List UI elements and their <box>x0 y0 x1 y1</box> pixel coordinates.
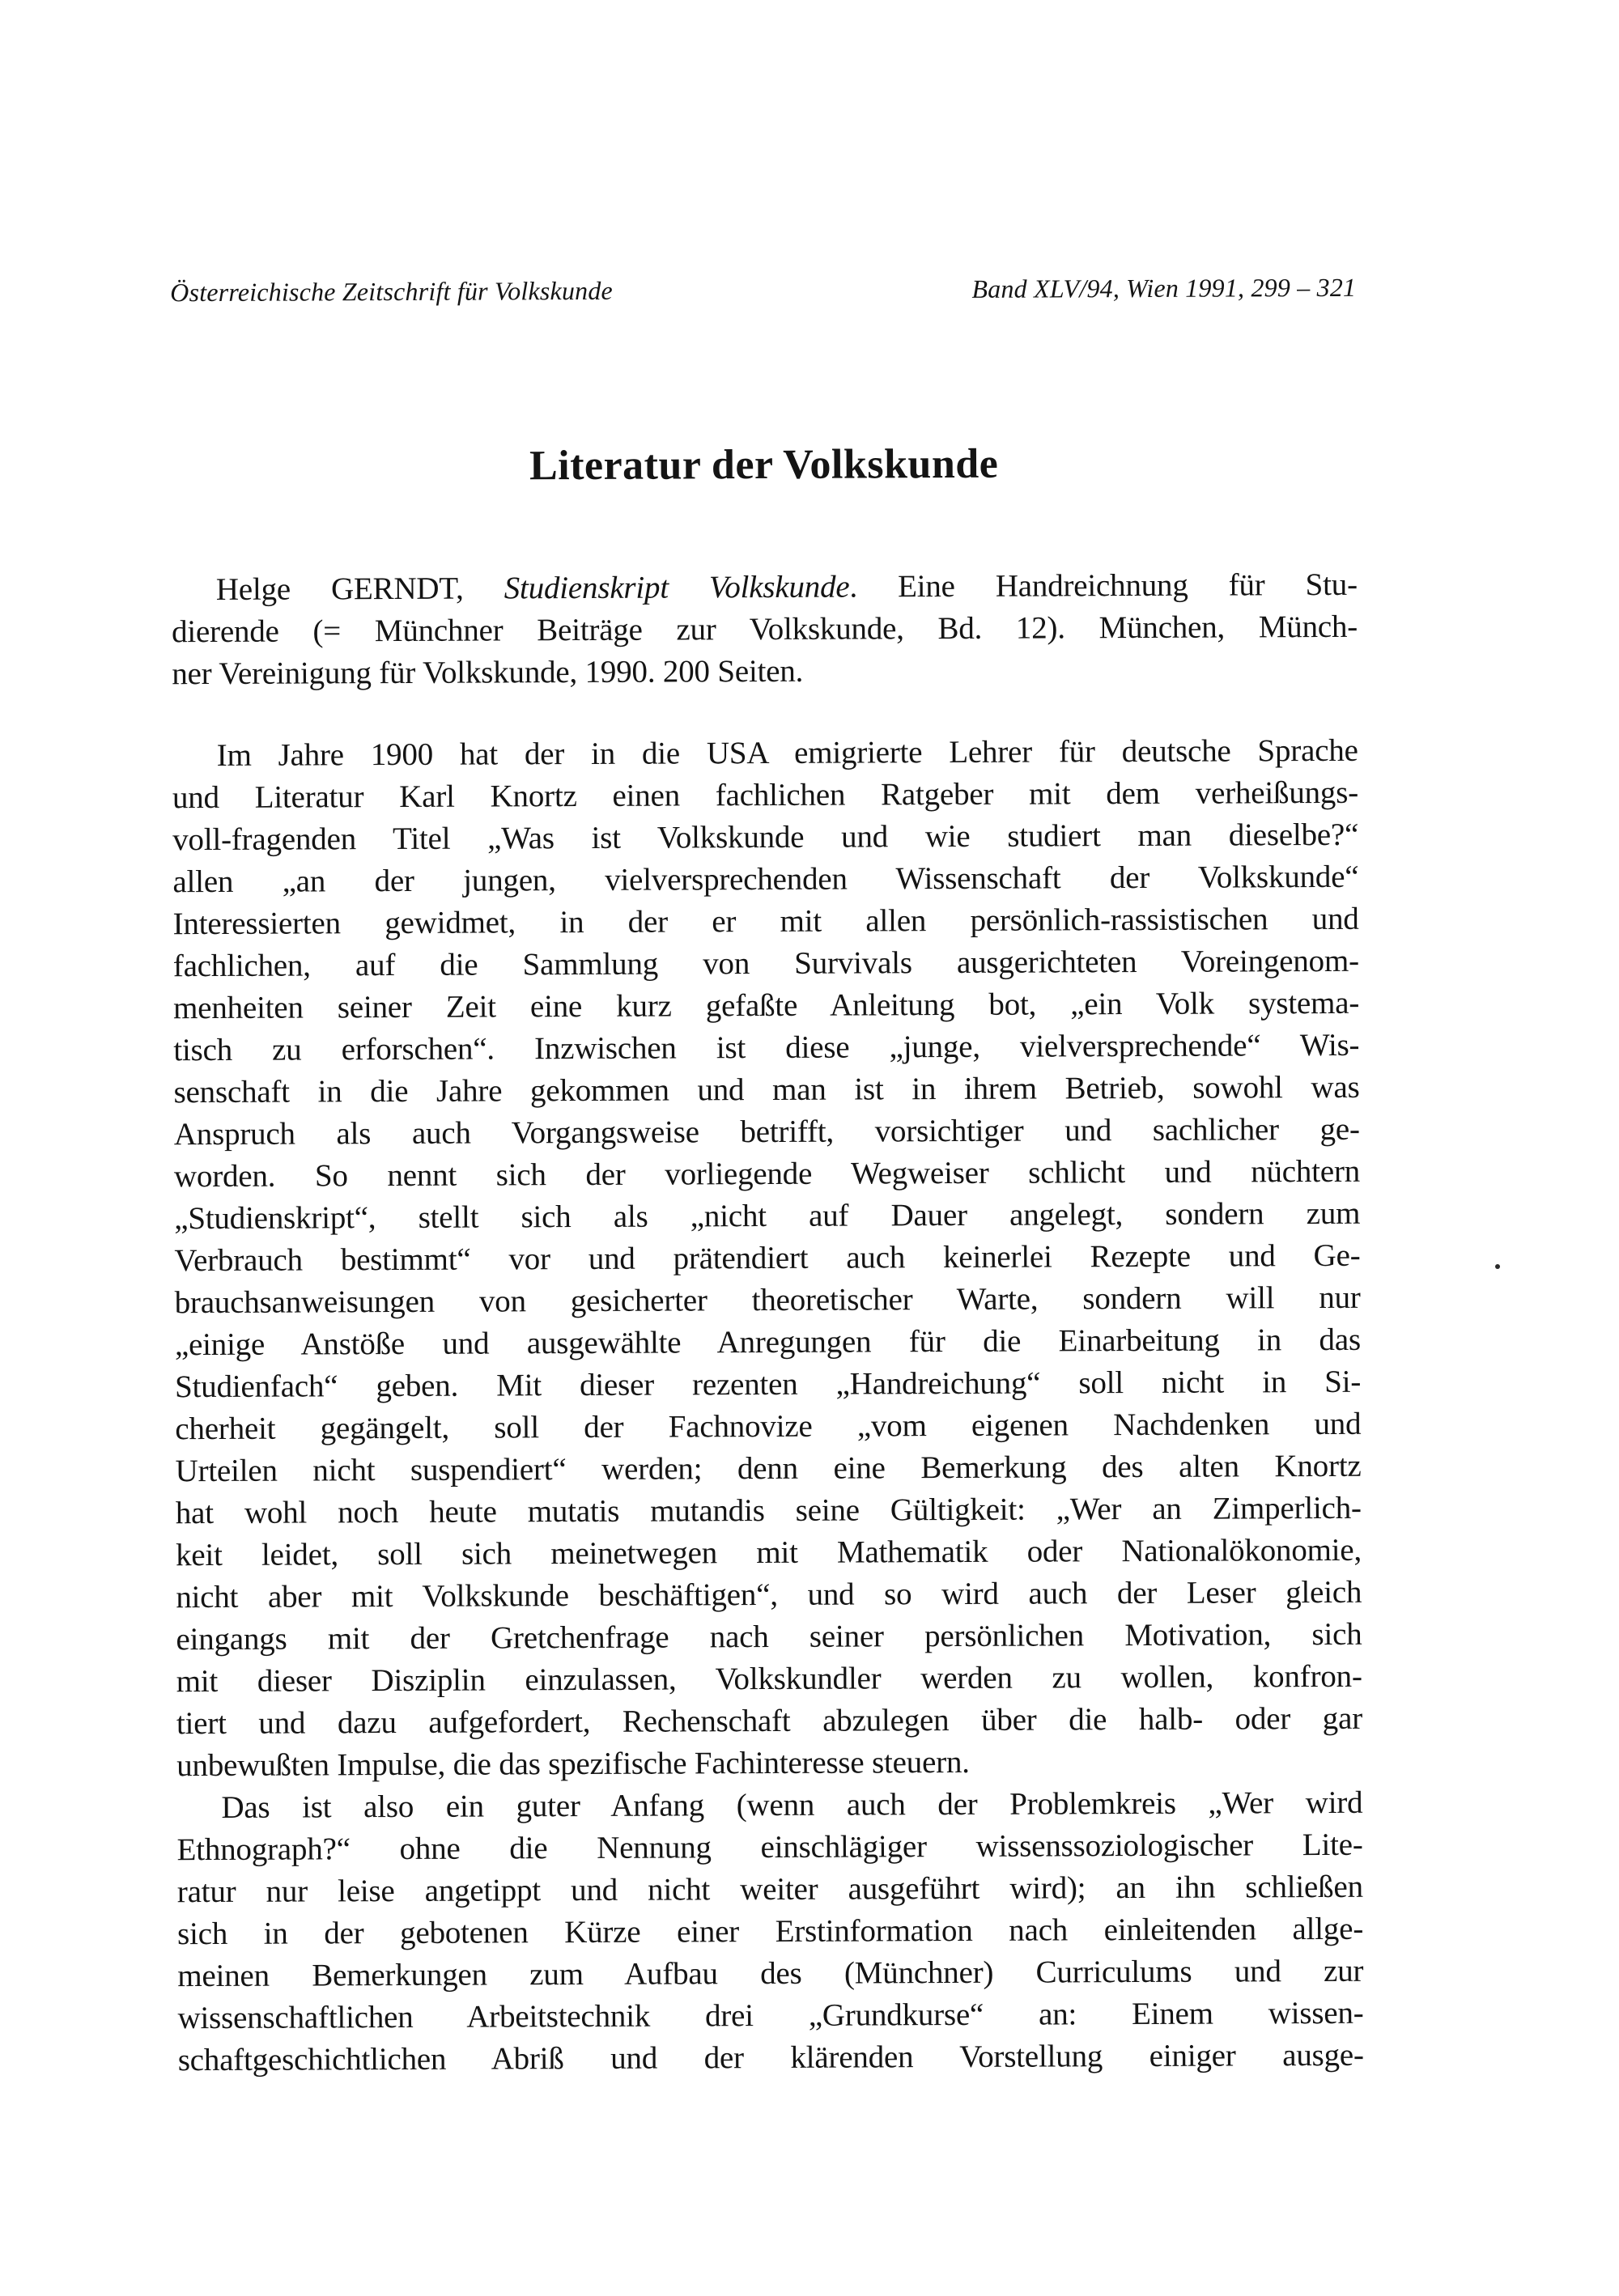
text-line <box>174 1235 1360 1282</box>
text-line <box>176 1740 1362 1787</box>
text-segment: worden. So nennt sich der vorliegende Wegweiser schlicht und nüchtern <box>173 1153 1361 1195</box>
text-line <box>175 1319 1361 1366</box>
text-line <box>172 772 1358 819</box>
text-line <box>177 1993 1363 2039</box>
text-segment: dierende (= Münchner Beiträge zur Volkskunde, Bd. 12). München, Münch- <box>171 609 1358 650</box>
text-line <box>176 1698 1362 1745</box>
text-line <box>176 1656 1362 1703</box>
text-segment: hat wohl noch heute mutatis mutandis seine Gültigkeit: „Wer an Zimperlich- <box>175 1490 1362 1531</box>
text-segment: Ethnograph?“ ohne die Nennung einschlägiger wissenssoziologischer Lite- <box>176 1827 1363 1868</box>
text-line <box>173 1025 1359 1072</box>
text-line <box>173 982 1359 1029</box>
text-segment: Studienfach“ geben. Mit dieser rezenten „Handreichung“ soll nicht in Si- <box>175 1364 1362 1405</box>
text-line <box>172 856 1358 903</box>
text-line <box>172 564 1358 611</box>
text-line <box>176 1782 1362 1829</box>
text-segment: sich in der gebotenen Kürze einer Erstinformation nach einleitenden allge- <box>176 1911 1364 1952</box>
journal-issue: Band XLV/94, Wien 1991, 299 – 321 <box>971 272 1357 303</box>
text-line <box>177 1950 1363 1997</box>
text-segment: fachlichen, auf die Sammlung von Survivals ausgerichteten Voreingenom- <box>172 943 1359 984</box>
text-line <box>175 1361 1361 1408</box>
scan-surface <box>170 271 1364 2082</box>
scan-artifact-dot <box>1495 1264 1500 1269</box>
text-segment: Anspruch als auch Vorgangsweise betrifft, vorsichtiger und sachlicher ge- <box>173 1111 1360 1152</box>
text-segment: Verbrauch bestimmt“ vor und prätendiert auch keinerlei Rezepte und Ge- <box>174 1237 1361 1279</box>
text-line <box>172 814 1358 861</box>
text-line <box>178 2035 1364 2082</box>
text-segment: unbewußten Impulse, die das spezifische Fachinteresse steuern. <box>176 1744 970 1784</box>
text-line <box>173 1067 1359 1114</box>
italic-text-segment: Studienskript Volkskunde <box>504 569 850 606</box>
text-line <box>172 730 1358 777</box>
article-body <box>172 564 1364 2082</box>
text-segment: wissenschaftlichen Arbeitstechnik drei „Grundkurse“ an: Einem wissen- <box>177 1995 1364 2036</box>
text-line <box>175 1277 1361 1324</box>
text-segment: Das ist also ein guter Anfang (wenn auch der Problemkreis „Wer wird <box>221 1785 1363 1825</box>
text-segment: tisch zu erforschen“. Inzwischen ist diese „junge, vielversprechende“ Wis- <box>173 1027 1360 1068</box>
text-segment: nicht aber mit Volkskunde beschäftigen“, und so wird auch der Leser gleich <box>176 1574 1362 1615</box>
text-segment: und Literatur Karl Knortz einen fachlichen Ratgeber mit dem verheißungs- <box>172 775 1359 816</box>
article-title: Literatur der Volkskunde <box>529 440 999 490</box>
text-segment: ratur nur leise angetippt und nicht weiter ausgeführt wird); an ihn schließen <box>176 1869 1363 1910</box>
journal-title: Österreichische Zeitschrift für Volkskunde <box>170 275 613 308</box>
text-segment: meinen Bemerkungen zum Aufbau des (Münchner) Curriculums und zur <box>177 1953 1364 1994</box>
text-segment: brauchsanweisungen von gesicherter theoretischer Warte, sondern will nur <box>174 1280 1361 1321</box>
text-segment: cherheit gegängelt, soll der Fachnovize „vom eigenen Nachdenken und <box>175 1406 1362 1447</box>
text-segment: senschaft in die Jahre gekommen und man ist in ihrem Betrieb, sowohl was <box>173 1069 1360 1110</box>
text-line <box>176 1572 1362 1619</box>
text-segment: schaftgeschichtlichen Abriß und der klärenden Vorstellung einiger ausge- <box>177 2037 1364 2078</box>
text-segment: Helge GERNDT, <box>215 571 504 607</box>
paragraph <box>176 1782 1364 2082</box>
text-line <box>173 898 1359 945</box>
text-line <box>172 606 1358 653</box>
text-segment: ner Vereinigung für Volkskunde, 1990. 200 Seiten. <box>172 653 804 692</box>
text-segment: keit leidet, soll sich meinetwegen mit Mathematik oder Nationalökonomie, <box>175 1532 1362 1573</box>
text-line <box>172 648 1358 695</box>
text-line <box>173 940 1359 987</box>
text-line <box>174 1193 1360 1240</box>
text-line <box>175 1445 1361 1492</box>
journal-header <box>170 271 1356 308</box>
text-segment: voll-fragenden Titel „Was ist Volkskunde und wie studiert man dieselbe?“ <box>172 817 1359 858</box>
text-segment: „Studienskript“, stellt sich als „nicht auf Dauer angelegt, sondern zum <box>174 1195 1361 1237</box>
text-line <box>177 1866 1363 1913</box>
text-line <box>177 1908 1363 1955</box>
text-line <box>174 1109 1360 1156</box>
text-line <box>175 1403 1361 1450</box>
text-segment: menheiten seiner Zeit eine kurz gefaßte Anleitung bot, „ein Volk systema- <box>172 985 1360 1026</box>
text-line <box>177 1824 1363 1871</box>
text-segment: Urteilen nicht suspendiert“ werden; denn eine Bemerkung des alten Knortz <box>175 1448 1362 1489</box>
text-segment: . Eine Handreichnung für Stu- <box>849 567 1358 605</box>
text-line <box>176 1530 1362 1577</box>
paragraph <box>172 730 1363 1787</box>
text-segment: Im Jahre 1900 hat der in die USA emigrierte Lehrer für deutsche Sprache <box>216 732 1358 773</box>
text-segment: eingangs mit der Gretchenfrage nach seiner persönlichen Motivation, sich <box>176 1616 1362 1657</box>
text-segment: allen „an der jungen, vielversprechenden Wissenschaft der Volkskunde“ <box>172 859 1359 900</box>
text-segment: mit dieser Disziplin einzulassen, Volkskundler werden zu wollen, konfron- <box>176 1658 1362 1700</box>
text-segment: Interessierten gewidmet, in der er mit allen persönlich-rassistischen und <box>172 901 1359 942</box>
text-line <box>176 1614 1362 1661</box>
text-segment: tiert und dazu aufgefordert, Rechenschaft abzulegen über die halb- oder gar <box>176 1700 1363 1742</box>
text-line <box>174 1151 1360 1198</box>
text-line <box>176 1488 1362 1534</box>
paragraph <box>172 564 1358 695</box>
text-segment: „einige Anstöße und ausgewählte Anregungen für die Einarbeitung in das <box>174 1322 1361 1363</box>
